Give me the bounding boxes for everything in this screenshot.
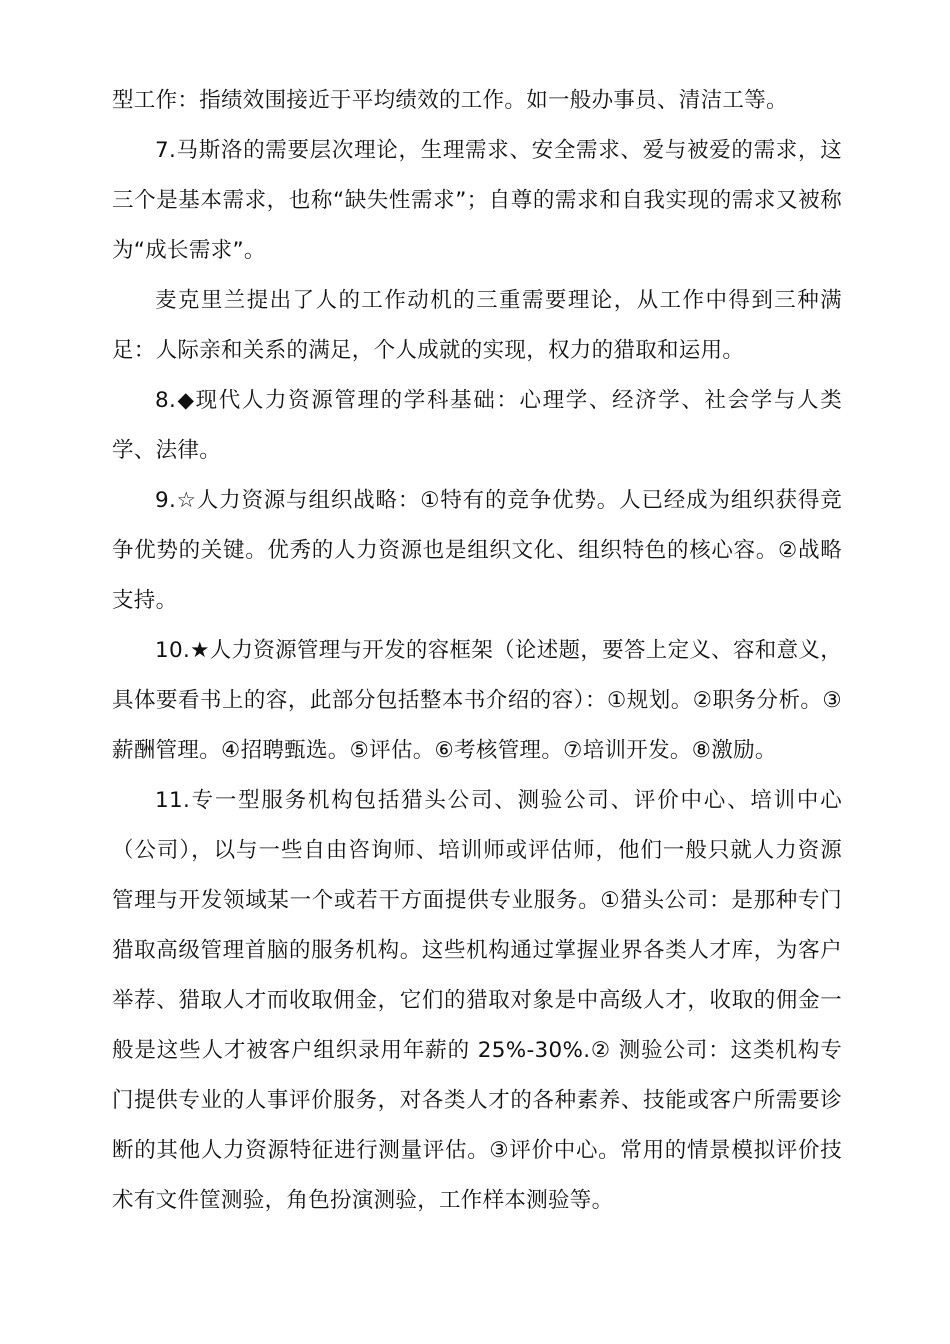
paragraph-disciplines: 8.◆现代人力资源管理的学科基础：心理学、经济学、社会学与人类学、法律。 (112, 388, 842, 463)
document-body (112, 76, 842, 1226)
paragraph-maslow: 7.马斯洛的需要层次理论，生理需求、安全需求、爱与被爱的需求，这三个是基本需求，也称“缺失性需求”；自尊的需求和自我实现的需求又被称为“成长需求”。 (112, 138, 842, 263)
paragraph-mcclelland: 麦克里兰提出了人的工作动机的三重需要理论，从工作中得到三种满足：人际亲和关系的满足，个人成就的实现，权力的猎取和运用。 (112, 288, 842, 363)
paragraph-service-agencies: 11.专一型服务机构包括猎头公司、测验公司、评价中心、培训中心（公司），以与一些自由咨询师、培训师或评估师，他们一般只就人力资源管理与开发领域某一个或若干方面提供专业服务。①猎头公司：是那种专门猎取高级管理首脑的服务机构。这些机构通过掌握业界各类人才库，为客户举荐、猎取人才而收取佣金，它们的猎取对象是中高级人才，收取的佣金一般是这些人才被客户组织录用年薪的 25%-30%.② 测验公司：这类机构专门提供专业的人事评价服务，对各类人才的各种素养、技能或客户所需要诊断的其他人力资源特征进行测量评估。③评价中心。常用的情景模拟评价技术有文件筐测验，角色扮演测验，工作样本测验等。 (112, 788, 842, 1213)
paragraph-strategy: 9.☆人力资源与组织战略：①特有的竞争优势。人已经成为组织获得竞争优势的关键。优秀的人力资源也是组织文化、组织特色的核心容。②战略支持。 (112, 488, 842, 613)
paragraph-continuation: 型工作：指绩效围接近于平均绩效的工作。如一般办事员、清洁工等。 (112, 88, 788, 113)
paragraph-framework: 10.★人力资源管理与开发的容框架（论述题，要答上定义、容和意义，具体要看书上的容，此部分包括整本书介绍的容）：①规划。②职务分析。③薪酬管理。④招聘甄选。⑤评估。⑥考核管理。⑦培训开发。⑧激励。 (112, 638, 842, 763)
